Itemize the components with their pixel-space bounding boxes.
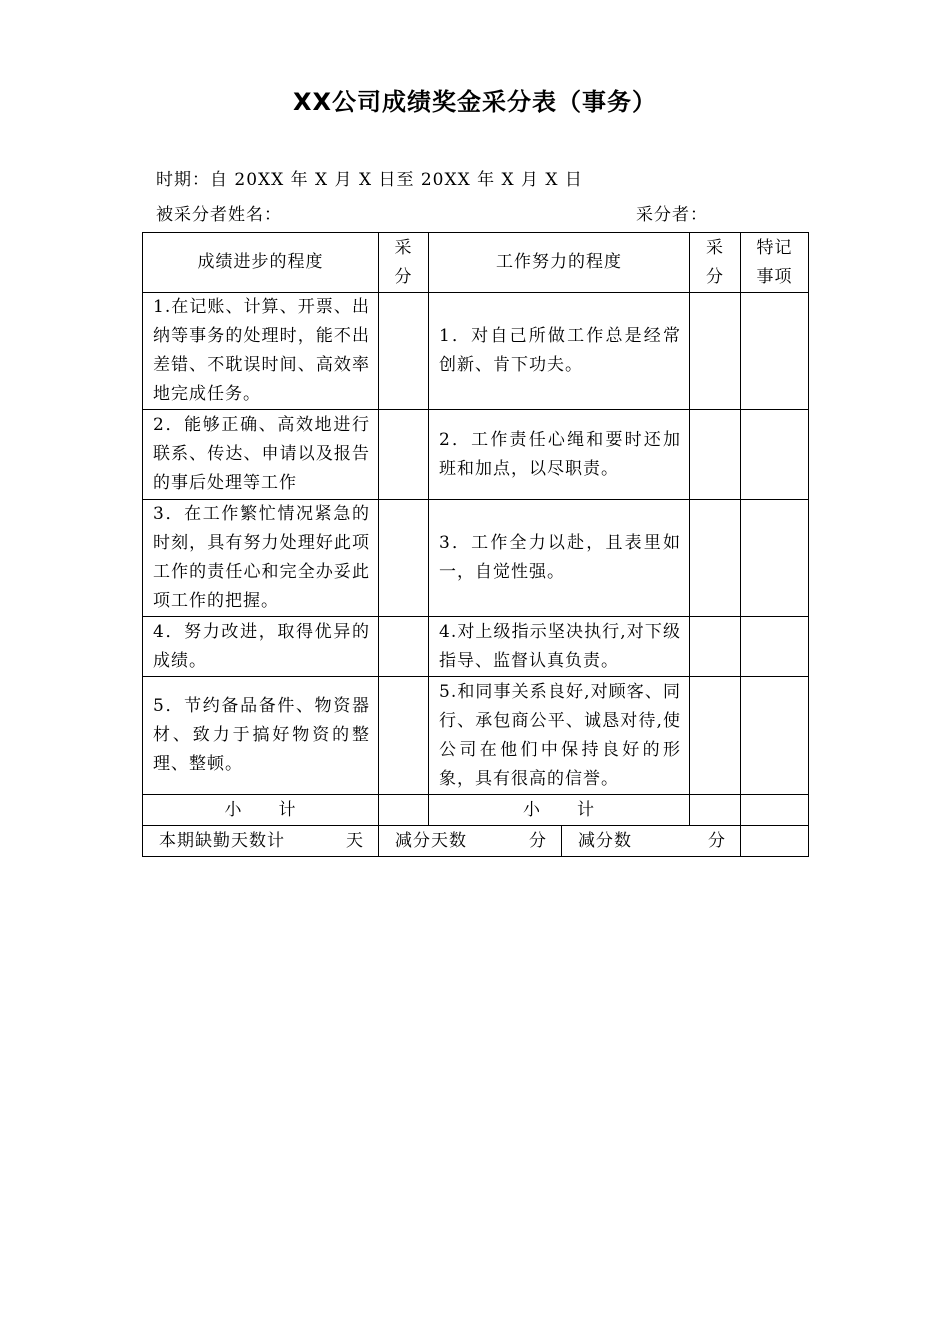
header-special-notes: 特记事项 — [741, 233, 809, 293]
deduct-points-label: 减分数 — [578, 830, 632, 851]
performance-item-5: 5．节约备品备件、物资器材、致力于搞好物资的整理、整顿。 — [143, 677, 379, 795]
effort-item-2: 2．工作责任心绳和要时还加班和加点，以尽职责。 — [429, 410, 690, 500]
period-line: 时期：自 20XX 年 X 月 X 日至 20XX 年 X 月 X 日 — [156, 170, 583, 190]
notes-cell[interactable] — [741, 677, 809, 795]
subtotal-score-right[interactable] — [690, 795, 741, 826]
deduct-days-label: 减分天数 — [395, 830, 467, 851]
header-work-effort: 工作努力的程度 — [429, 233, 690, 293]
deduct-days-unit: 分 — [529, 830, 547, 851]
performance-item-4: 4．努力改进，取得优异的成绩。 — [143, 617, 379, 677]
scored-person-label: 被采分者姓名： — [156, 205, 282, 225]
effort-item-4: 4.对上级指示坚决执行,对下级指导、监督认真负责。 — [429, 617, 690, 677]
scorer-label: 采分者： — [636, 205, 708, 225]
table-row — [143, 617, 809, 677]
effort-item-1: 1．对自己所做工作总是经常创新、肯下功夫。 — [429, 293, 690, 410]
effort-item-5: 5.和同事关系良好,对顾客、同行、承包商公平、诚恳对待,使公司在他们中保持良好的形象，具有很高的信誉。 — [429, 677, 690, 795]
score-cell-right[interactable] — [690, 293, 741, 410]
score-cell-right[interactable] — [690, 677, 741, 795]
score-cell-left[interactable] — [379, 677, 429, 795]
table-row — [143, 500, 809, 617]
score-cell-left[interactable] — [379, 293, 429, 410]
score-cell-left[interactable] — [379, 410, 429, 500]
notes-cell[interactable] — [741, 410, 809, 500]
performance-item-1: 1.在记账、计算、开票、出纳等事务的处理时，能不出差错、不耽误时间、高效率地完成任务。 — [143, 293, 379, 410]
header-performance-progress: 成绩进步的程度 — [143, 233, 379, 293]
footer-notes[interactable] — [741, 826, 809, 857]
table-row — [143, 293, 809, 410]
absence-days-label: 本期缺勤天数计 — [159, 830, 285, 851]
performance-item-3: 3．在工作繁忙情况紧急的时刻，具有努力处理好此项工作的责任心和完全办妥此项工作的把握。 — [143, 500, 379, 617]
notes-cell[interactable] — [741, 500, 809, 617]
score-cell-left[interactable] — [379, 500, 429, 617]
table-row — [143, 410, 809, 500]
header-row — [143, 233, 809, 293]
page-title: XX公司成绩奖金采分表（事务） — [292, 88, 657, 116]
footer-row — [143, 826, 809, 857]
effort-item-3: 3．工作全力以赴，且表里如一，自觉性强。 — [429, 500, 690, 617]
subtotal-score-left[interactable] — [379, 795, 429, 826]
subtotal-label-left: 小 计 — [143, 795, 379, 826]
performance-item-2: 2．能够正确、高效地进行联系、传达、申请以及报告的事后处理等工作 — [143, 410, 379, 500]
notes-cell[interactable] — [741, 617, 809, 677]
table-row — [143, 677, 809, 795]
score-cell-right[interactable] — [690, 410, 741, 500]
absence-days-cell[interactable] — [143, 826, 379, 857]
score-cell-right[interactable] — [690, 617, 741, 677]
score-cell-left[interactable] — [379, 617, 429, 677]
subtotal-notes[interactable] — [741, 795, 809, 826]
header-score-1: 采分 — [379, 233, 429, 293]
header-score-2: 采分 — [690, 233, 741, 293]
notes-cell[interactable] — [741, 293, 809, 410]
absence-days-unit: 天 — [346, 830, 364, 851]
subtotal-label-right: 小 计 — [429, 795, 690, 826]
deduct-days-cell[interactable] — [379, 826, 562, 857]
score-table — [142, 232, 809, 857]
subtotal-row — [143, 795, 809, 826]
deduct-points-cell[interactable] — [562, 826, 741, 857]
deduct-points-unit: 分 — [708, 830, 726, 851]
score-cell-right[interactable] — [690, 500, 741, 617]
